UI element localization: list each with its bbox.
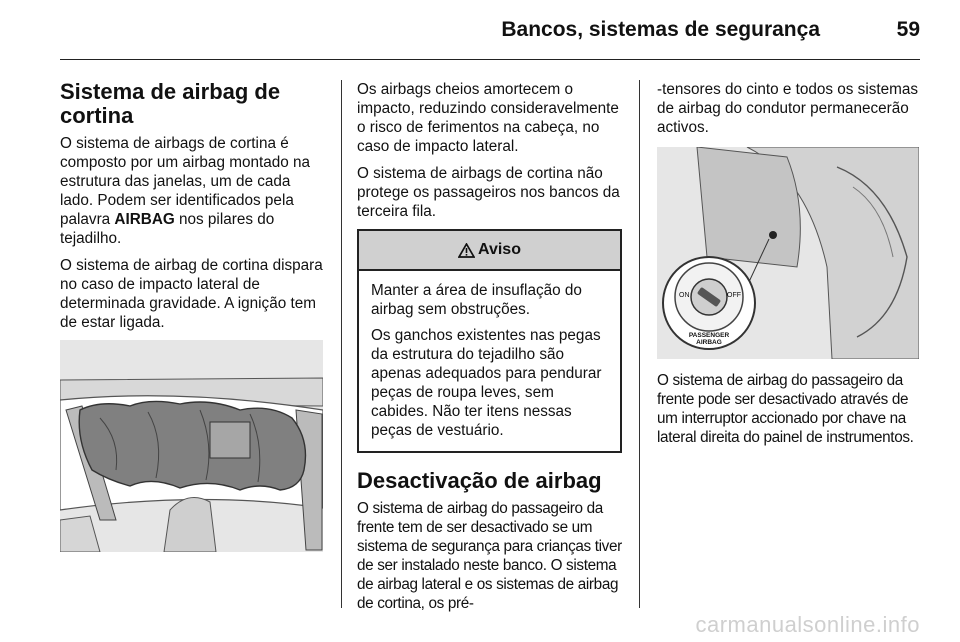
column-1	[60, 78, 325, 552]
column3-paragraph-1: -tensores do cinto e todos os sistemas de airbag do condutor permanecerão activos.	[657, 81, 919, 136]
switch-on-label: ON	[679, 292, 690, 299]
airbag-keyword: AIRBAG	[114, 211, 175, 228]
warning-triangle-icon	[458, 243, 475, 258]
header-rule	[60, 59, 920, 60]
page-header-title: Bancos, sistemas de segurança	[501, 18, 820, 41]
page-number: 59	[896, 18, 920, 41]
p1-text-after: nos pilares do tejadilho.	[60, 211, 275, 247]
curtain-airbag-paragraph-1	[60, 134, 325, 248]
warning-title: Aviso	[478, 241, 521, 258]
switch-off-label: OFF	[727, 292, 741, 299]
section-heading-airbag-deactivation: Desactivação de airbag	[357, 468, 602, 493]
column2-paragraph-1: Os airbags cheios amortecem o impacto, reduzindo consideravelmente o risco de ferimentos na cabeça, no caso de impacto lateral.	[357, 81, 619, 155]
watermark: carmanualsonline.info	[695, 612, 920, 637]
p1-text-before: O sistema de airbags de cortina é composto por um airbag montado na estrutura das janelas, um de cada lado. Podem ser identificados pela palavra	[60, 135, 310, 228]
airbag-key-switch-illustration	[657, 147, 919, 359]
column-2	[357, 80, 622, 621]
column3-paragraph-2: O sistema de airbag do passageiro da frente pode ser desactivado através de um interruptor accionado por chave na lateral direita do painel de instrumentos.	[657, 372, 914, 446]
curtain-airbag-image	[60, 340, 323, 552]
column2-paragraph-3: O sistema de airbag do passageiro da frente tem de ser desactivado se um sistema de segurança para crianças tiver de ser instalado neste banco. O sistema de airbag lateral e os sistemas de airbag de cortina, os pré-	[357, 500, 622, 612]
curtain-airbag-paragraph-2: O sistema de airbag de cortina dispara no caso de impacto lateral de determinada gravidade. A ignição tem de estar ligada.	[60, 257, 323, 331]
column-divider-2	[639, 80, 640, 608]
curtain-airbag-illustration	[60, 340, 323, 552]
warning-box	[357, 229, 622, 453]
switch-caption-line2: AIRBAG	[696, 339, 722, 346]
column2-paragraph-2: O sistema de airbags de cortina não protege os passageiros nos bancos da terceira fila.	[357, 165, 620, 220]
airbag-switch-image	[657, 147, 919, 359]
switch-caption-line1: PASSENGER	[688, 332, 730, 339]
warning-paragraph-1: Manter a área de insuflação do airbag sem obstruções.	[371, 282, 582, 318]
warning-header	[359, 231, 620, 271]
column-3	[657, 80, 922, 455]
column-divider-1	[341, 80, 342, 608]
section-heading-curtain-airbag: Sistema de airbag de cortina	[60, 79, 281, 128]
small-switch-spot	[769, 231, 777, 239]
warning-paragraph-2: Os ganchos existentes nas pegas da estrutura do tejadilho são apenas adequados para pendurar peças de roupa leves, sem cabides. Não ter itens nessas peças de vestuário.	[371, 327, 602, 439]
